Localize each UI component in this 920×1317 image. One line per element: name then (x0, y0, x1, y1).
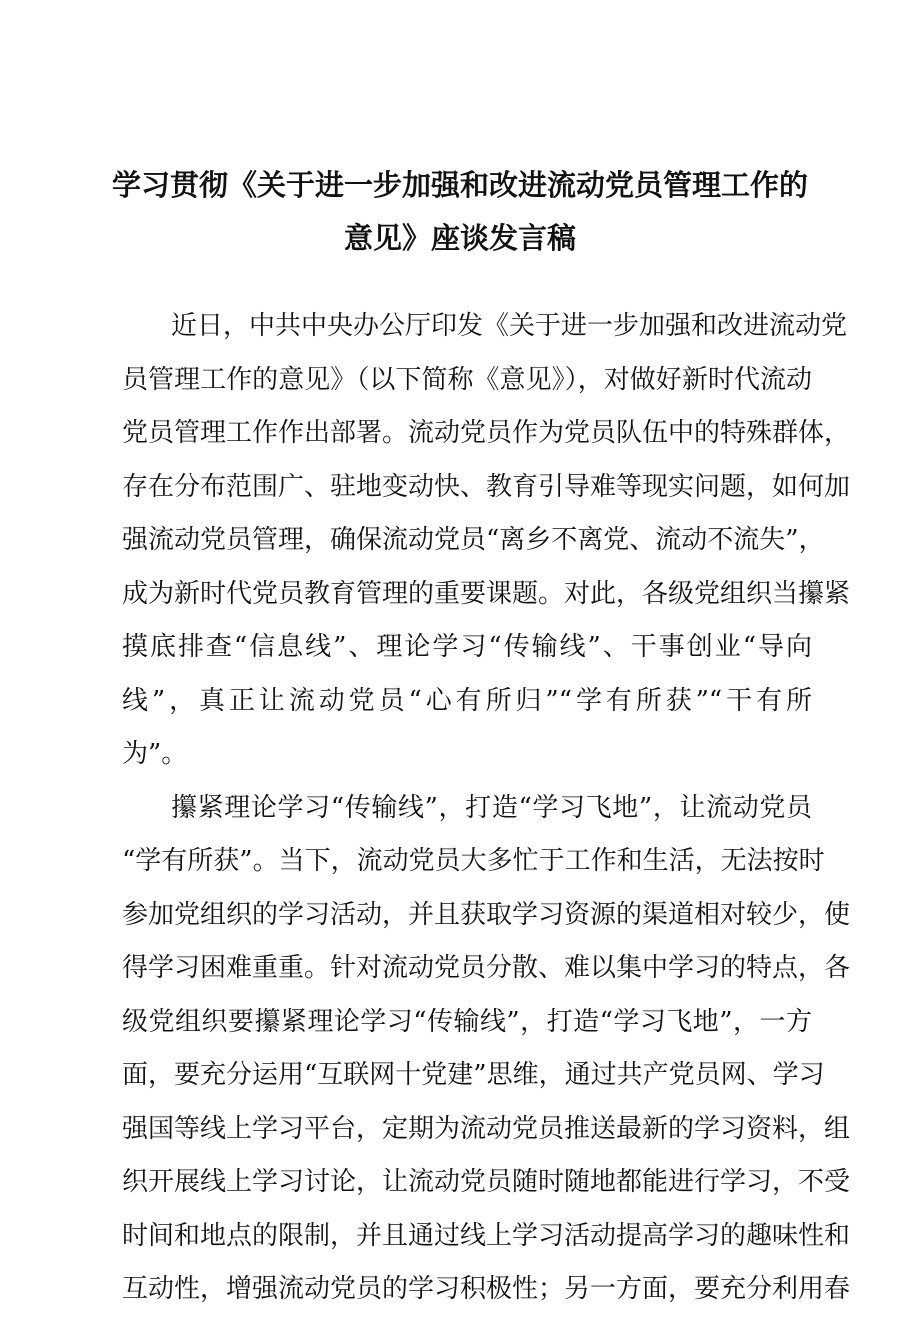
paragraph-line: 强流动党员管理，确保流动党员“离乡不离党、流动不流失”， (122, 525, 825, 555)
paragraph-line: 党员管理工作作出部署。流动党员作为党员队伍中的特殊群体， (122, 418, 851, 448)
paragraph-line: 近日，中共中央办公厅印发《关于进一步加强和改进流动党 (171, 311, 848, 341)
paragraph-line: 互动性，增强流动党员的学习积极性；另一方面，要充分利用春 (122, 1274, 851, 1304)
paragraph-line: 织开展线上学习讨论，让流动党员随时随地都能进行学习，不受 (122, 1167, 851, 1197)
document-title-line-1: 学习贯彻《关于进一步加强和改进流动党员管理工作的 (111, 168, 808, 202)
paragraph-line: 成为新时代党员教育管理的重要课题。对此，各级党组织当攥紧 (122, 578, 851, 609)
paragraph-line: “学有所获”。当下，流动党员大多忙于工作和生活，无法按时 (122, 846, 825, 876)
paragraph-2 (122, 782, 851, 1317)
paragraph-line: 参加党组织的学习活动，并且获取学习资源的渠道相对较少，使 (122, 899, 851, 930)
paragraph-line: 为”。 (122, 739, 188, 769)
paragraph-line: 员管理工作的意见》（以下简称《意见》），对做好新时代流动 (122, 364, 812, 395)
paragraph-1 (122, 300, 851, 782)
paragraph-line: 存在分布范围广、驻地变动快、教育引导难等现实问题，如何加 (122, 471, 851, 502)
paragraph-line: 摸底排查“信息线”、理论学习“传输线”、干事创业“导向 (122, 632, 812, 662)
paragraph-line: 级党组织要攥紧理论学习“传输线”，打造“学习飞地”，一方 (122, 1006, 812, 1037)
paragraph-line: 得学习困难重重。针对流动党员分散、难以集中学习的特点，各 (122, 953, 851, 983)
paragraph-line: 攥紧理论学习“传输线”，打造“学习飞地”，让流动党员 (171, 792, 812, 823)
paragraph-line: 强国等线上学习平台，定期为流动党员推送最新的学习资料，组 (122, 1113, 851, 1144)
document-title-line-2: 意见》座谈发言稿 (343, 221, 576, 255)
document-body (122, 300, 851, 1317)
paragraph-line: 时间和地点的限制，并且通过线上学习活动提高学习的趣味性和 (122, 1220, 851, 1251)
paragraph-line: 线”，真正让流动党员“心有所归”“学有所获”“干有所 (122, 685, 812, 716)
paragraph-line: 面，要充分运用“互联网十党建”思维，通过共产党员网、学习 (122, 1060, 825, 1090)
